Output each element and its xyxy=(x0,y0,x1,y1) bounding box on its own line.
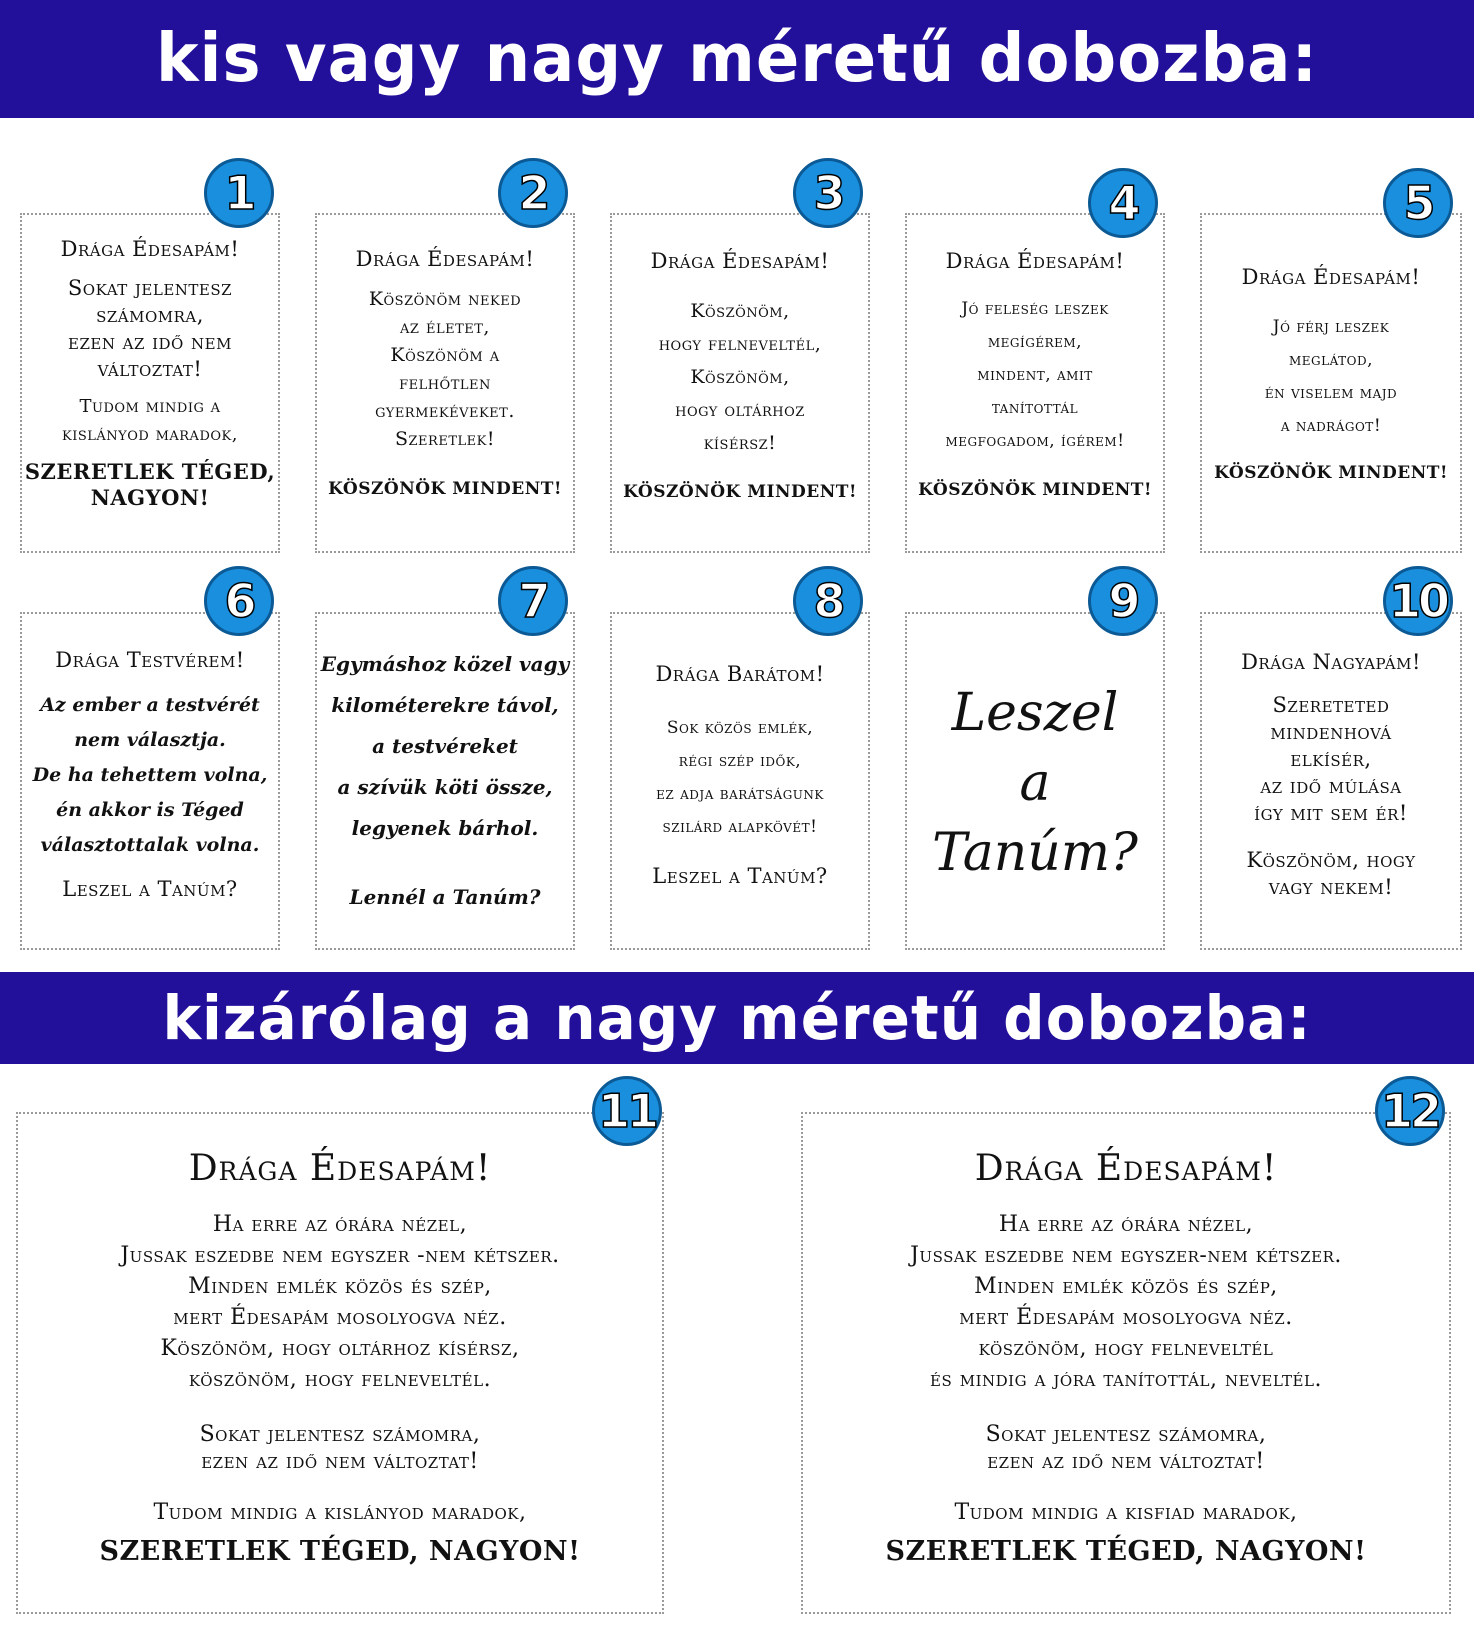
card-question: Lennél a Tanúm? xyxy=(349,885,541,909)
banner-title: kis vagy nagy méretű dobozba: xyxy=(155,20,1319,98)
card-text: Jó feleség leszek megígérem, mindent, amit tanítottál megfogadom, ígérem! xyxy=(945,299,1125,451)
card-thanks: KÖSZÖNÖK MINDENT! xyxy=(918,480,1152,500)
card-text: Szereteted mindenhová elkísér, az idő múlása így mit sem ér! xyxy=(1254,693,1408,825)
number-badge-12: 12 xyxy=(1375,1076,1445,1146)
number-badge-3: 3 xyxy=(793,158,863,228)
card-text: Sokat jelentesz számomra, ezen az idő nem változtat! xyxy=(67,276,233,381)
number-badge-5: 5 xyxy=(1383,168,1453,238)
card-text: Köszönöm, hogy felneveltél, Köszönöm, hogy oltárhoz kísérsz! xyxy=(658,300,822,454)
card-1 xyxy=(20,213,280,553)
card-question: Leszel a Tanúm? xyxy=(652,864,828,888)
card-closing: SZERETLEK TÉGED, NAGYON! xyxy=(99,1536,581,1567)
card-title: Drága Édesapám! xyxy=(355,247,535,271)
card-thanks: KÖSZÖNÖK MINDENT! xyxy=(328,479,562,499)
number-badge-4: 4 xyxy=(1088,168,1158,238)
card-9 xyxy=(905,612,1165,950)
card-8 xyxy=(610,612,870,950)
card-script-text: Leszel a Tanúm? xyxy=(932,683,1138,883)
number-badge-6: 6 xyxy=(204,566,274,636)
card-11 xyxy=(16,1112,664,1614)
card-text-2: Sokat jelentesz számomra, ezen az idő nem változtat! xyxy=(985,1422,1267,1474)
banner-title: kizárólag a nagy méretű dobozba: xyxy=(162,982,1312,1054)
card-title: Drága Testvérem! xyxy=(55,648,245,672)
card-text: Sok közös emlék, régi szép idők, ez adja barátságunk szilárd alapkövét! xyxy=(656,718,824,837)
card-title: Drága Édesapám! xyxy=(945,249,1125,273)
card-title: Drága Nagyapám! xyxy=(1241,650,1421,674)
card-closing: SZERETLEK TÉGED, NAGYON! xyxy=(885,1536,1367,1567)
card-text: Jó férj leszek meglátod, én viselem majd a nadrágot! xyxy=(1264,317,1398,436)
card-7 xyxy=(315,612,575,950)
number-badge-11: 11 xyxy=(592,1076,662,1146)
card-12 xyxy=(801,1112,1451,1614)
card-2 xyxy=(315,213,575,553)
card-text-3: Tudom mindig a kisfiad maradok, xyxy=(954,1500,1298,1525)
card-thanks: KÖSZÖNÖK MINDENT! xyxy=(1214,463,1448,483)
card-text-3: Tudom mindig a kislányod maradok, xyxy=(153,1500,527,1525)
card-5 xyxy=(1200,213,1462,553)
card-title: Drága Édesapám! xyxy=(650,249,830,273)
card-closing: SZERETLEK TÉGED, NAGYON! xyxy=(24,459,276,510)
card-6 xyxy=(20,612,280,950)
card-text: Ha erre az órára nézel, Jussak eszedbe nem egyszer -nem kétszer. Minden emlék közös és szép, mert Édesapám mosolyogva néz. Köszönöm, hogy oltárhoz kísérsz, köszönöm, hogy felneveltél. xyxy=(120,1212,560,1392)
card-title: Drága Édesapám! xyxy=(188,1148,492,1189)
number-badge-10: 10 xyxy=(1383,566,1453,636)
number-badge-1: 1 xyxy=(204,158,274,228)
banner-large-only xyxy=(0,972,1474,1064)
card-script-text: Az ember a testvérét nem választja. De ha tehettem volna, én akkor is Téged választottalak volna. xyxy=(32,694,268,856)
card-4 xyxy=(905,213,1165,553)
number-badge-9: 9 xyxy=(1088,566,1158,636)
card-10 xyxy=(1200,612,1462,950)
card-script-text: Egymáshoz közel vagy kilométerekre távol, a testvéreket a szívük köti össze, legyenek bárhol. xyxy=(320,652,570,840)
card-text-2: Tudom mindig a kislányod maradok, xyxy=(62,396,238,445)
card-title: Drága Barátom! xyxy=(655,662,825,686)
card-title: Drága Édesapám! xyxy=(1241,265,1421,289)
card-thanks: KÖSZÖNÖK MINDENT! xyxy=(623,482,857,502)
banner-small-or-large xyxy=(0,0,1474,118)
card-text-2: Köszönöm, hogy vagy nekem! xyxy=(1246,848,1416,899)
card-question: Leszel a Tanúm? xyxy=(62,877,238,901)
card-text: Köszönöm neked az életet, Köszönöm a felhőtlen gyermekéveket. Szeretlek! xyxy=(368,288,522,450)
card-title: Drága Édesapám! xyxy=(974,1148,1278,1189)
card-text: Ha erre az órára nézel, Jussak eszedbe nem egyszer-nem kétszer. Minden emlék közös és szép, mert Édesapám mosolyogva néz. köszönöm, hogy felneveltél és mindig a jóra tanítottál, neveltél. xyxy=(910,1212,1342,1392)
number-badge-8: 8 xyxy=(793,566,863,636)
number-badge-2: 2 xyxy=(498,158,568,228)
card-3 xyxy=(610,213,870,553)
card-text-2: Sokat jelentesz számomra, ezen az idő nem változtat! xyxy=(199,1422,481,1474)
number-badge-7: 7 xyxy=(498,566,568,636)
card-title: Drága Édesapám! xyxy=(60,237,240,261)
